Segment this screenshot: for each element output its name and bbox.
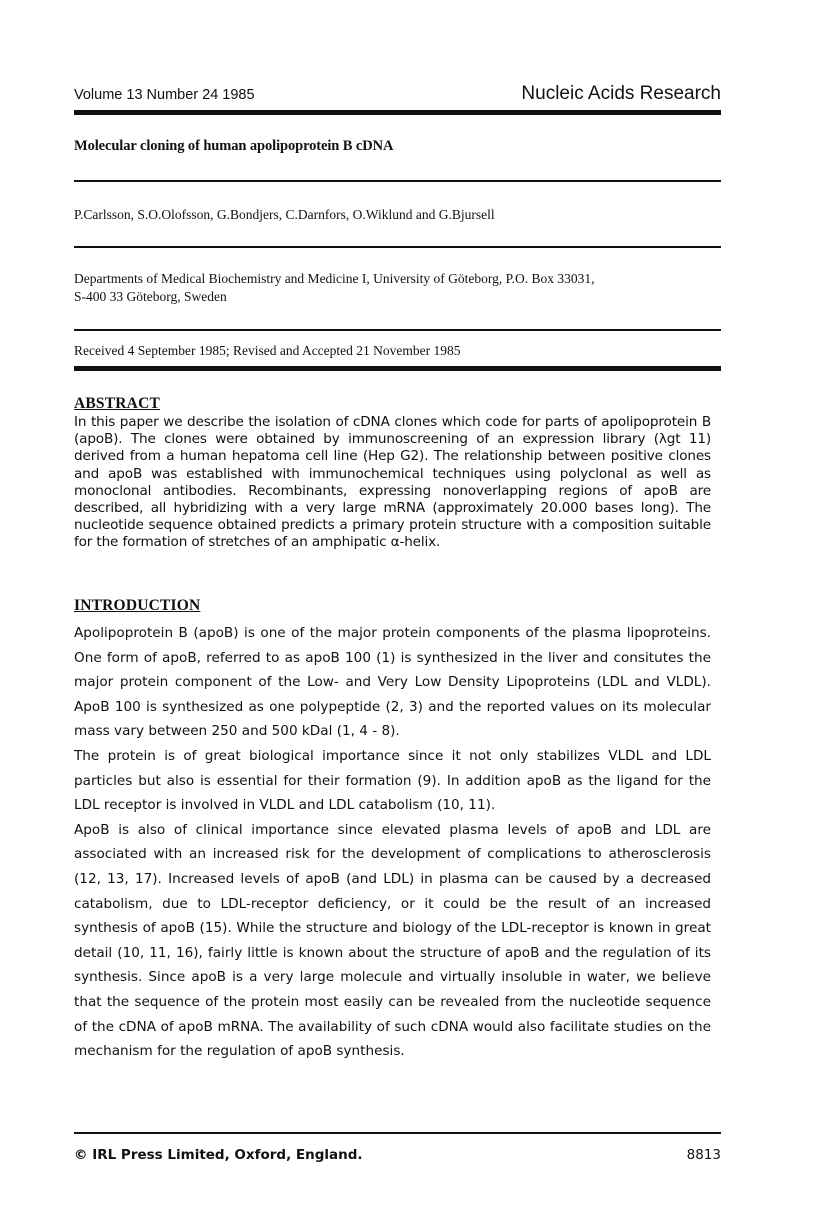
divider: [74, 329, 721, 331]
page-number: 8813: [686, 1147, 721, 1163]
header-rule: [74, 110, 721, 115]
introduction-section: [74, 597, 711, 1064]
divider: [74, 246, 721, 248]
divider: [74, 180, 721, 182]
header-end-rule: [74, 366, 721, 371]
paragraph: The protein is of great biological importance since it not only stabilizes VLDL and LDL particles but also is essential for their formation (9). In addition apoB as the ligand for the LDL receptor is involved in VLDL and LDL catabolism (10, 11).: [74, 747, 711, 814]
journal-name: Nucleic Acids Research: [521, 83, 721, 104]
introduction-heading: INTRODUCTION: [74, 597, 201, 614]
abstract-heading: ABSTRACT: [74, 395, 161, 412]
author-list: P.Carlsson, S.O.Olofsson, G.Bondjers, C.Darnfors, O.Wiklund and G.Bjursell: [74, 207, 495, 222]
abstract-section: [74, 395, 711, 552]
affiliation-line: S-400 33 Göteborg, Sweden: [74, 289, 227, 304]
paragraph: ApoB is also of clinical importance since elevated plasma levels of apoB and LDL are associated with an increased risk for the development of complications to atherosclerosis (12, 13, 17). Increased levels of apoB (and LDL) in plasma can be caused by a decreased catabolism, due to LDL-receptor deficiency, or it could be the result of an increased synthesis of apoB (15). While the structure and biology of the LDL-receptor is known in great detail (10, 11, 16), fairly little is known about the structure of apoB and the regulation of its synthesis. Since apoB is a very large molecule and virtually insoluble in water, we believe that the sequence of the protein most easily can be revealed from the nucleotide sequence of the cDNA of apoB mRNA. The availability of such cDNA would also facilitate studies on the mechanism for the regulation of apoB synthesis.: [74, 821, 711, 1060]
received-dates: Received 4 September 1985; Revised and Accepted 21 November 1985: [74, 343, 461, 358]
footer-rule: [74, 1132, 721, 1134]
article-title: Molecular cloning of human apolipoprotein B cDNA: [74, 138, 394, 154]
abstract-text: In this paper we describe the isolation of cDNA clones which code for parts of apolipoprotein B (apoB). The clones were obtained by immunoscreening of an expression library (λgt 11) derived from a human hepatoma cell line (Hep G2). The relationship between positive clones and apoB was established with immunochemical techniques using polyclonal as well as monoclonal antibodies. Recombinants, expressing nonoverlapping regions of apoB are described, all hybridizing with a very large mRNA (approximately 20.000 bases long). The nucleotide sequence obtained predicts a primary protein structure with a composition suitable for the formation of stretches of an amphipatic α-helix.: [74, 414, 711, 551]
paragraph: Apolipoprotein B (apoB) is one of the major protein components of the plasma lipoproteins. One form of apoB, referred to as apoB 100 (1) is synthesized in the liver and consitutes the major protein component of the Low- and Very Low Density Lipoproteins (LDL and VLDL). ApoB 100 is synthesized as one polypeptide (2, 3) and the reported values on its molecular mass vary between 250 and 500 kDal (1, 4 - 8).: [74, 625, 711, 740]
publisher-credit: © IRL Press Limited, Oxford, England.: [74, 1147, 363, 1163]
introduction-text: [74, 621, 711, 1064]
affiliation: [74, 270, 595, 306]
affiliation-line: Departments of Medical Biochemistry and Medicine I, University of Göteborg, P.O. Box 33031,: [74, 271, 595, 286]
issue-line: Volume 13 Number 24 1985: [74, 87, 255, 103]
